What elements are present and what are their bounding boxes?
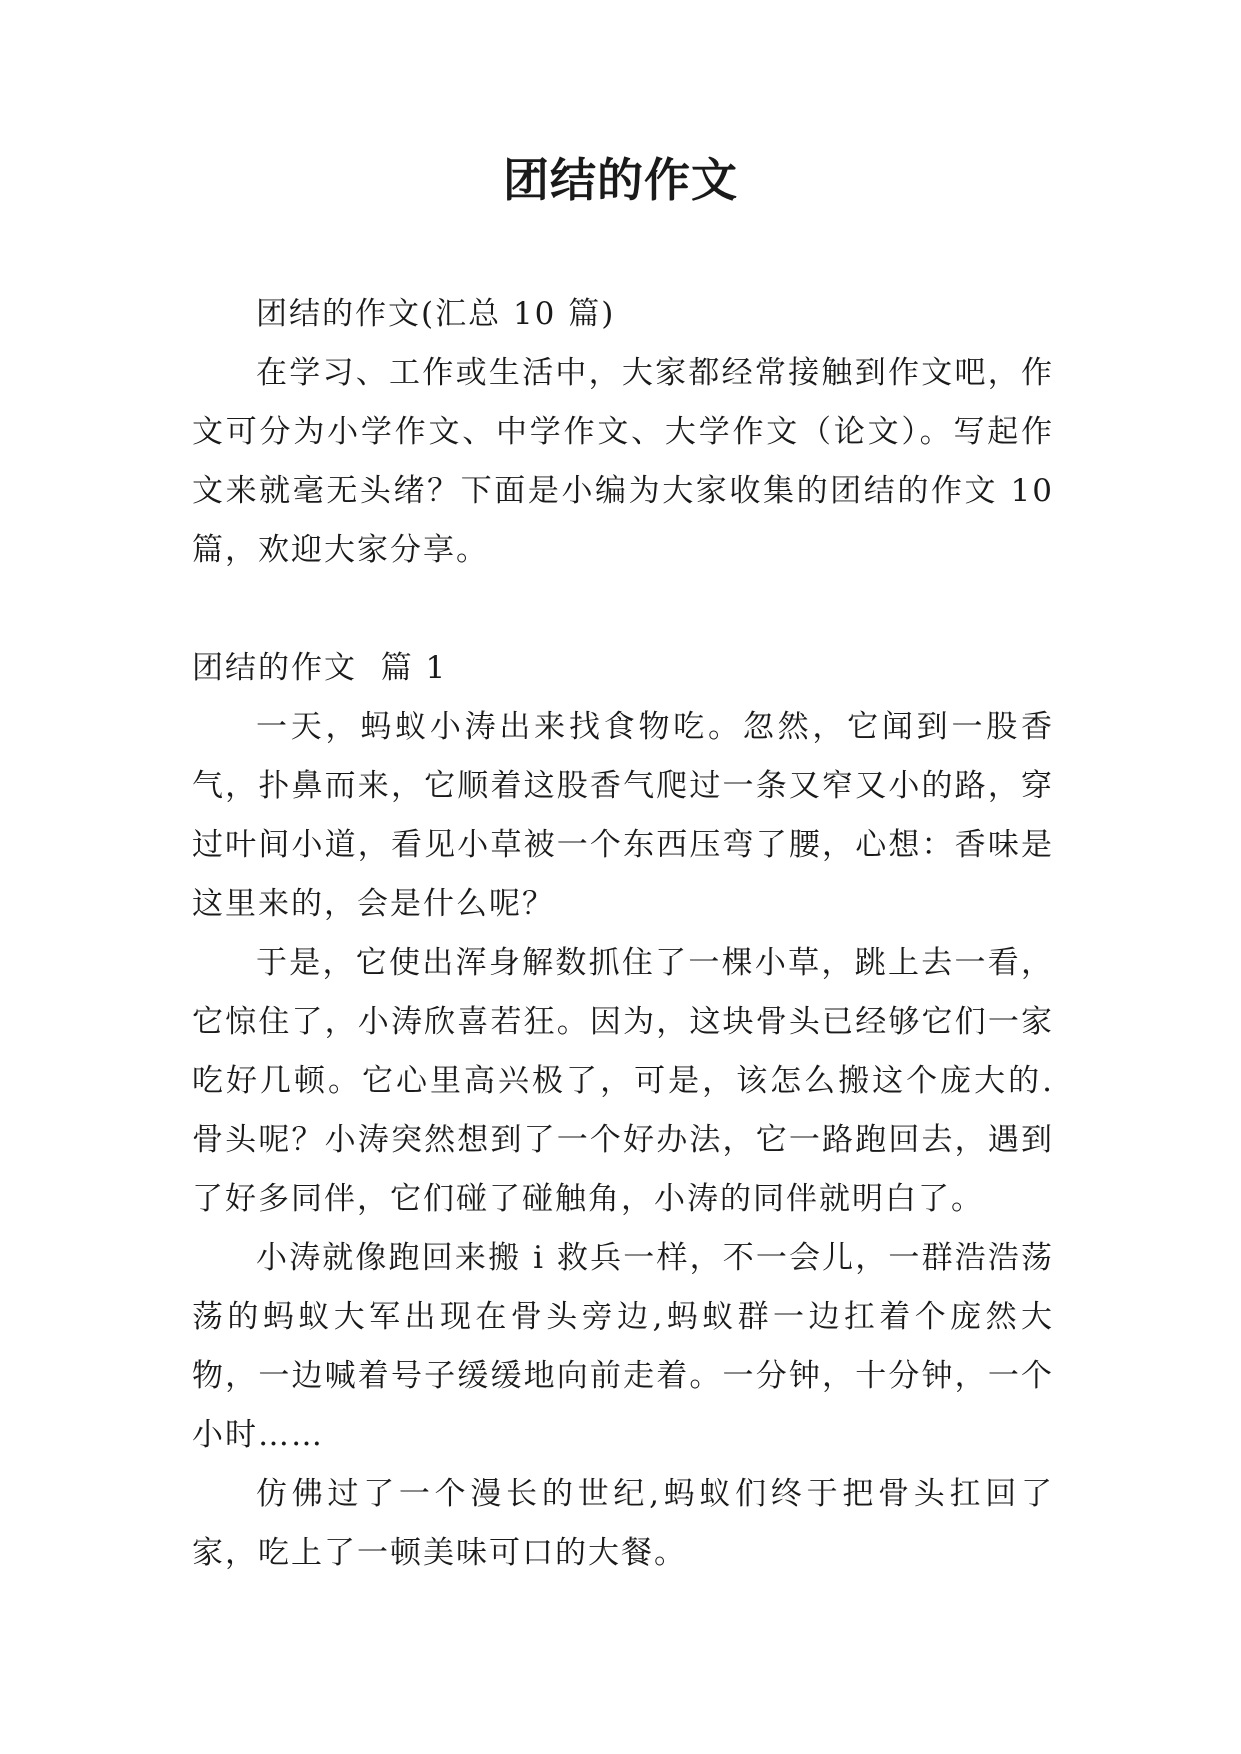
body-paragraph-1: 一天，蚂蚁小涛出来找食物吃。忽然，它闻到一股香气，扑鼻而来，它顺着这股香气爬过一条又窄又小的路，穿过叶间小道，看见小草被一个东西压弯了腰，心想：香味是这里来的，会是什么呢？ [192,709,1054,922]
intro-paragraph: 在学习、工作或生活中，大家都经常接触到作文吧，作文可分为小学作文、中学作文、大学作文（论文）。写起作文来就毫无头绪？下面是小编为大家收集的团结的作文 10 篇，欢迎大家分享。 [192,355,1054,568]
body-paragraph-3: 小涛就像跑回来搬 i 救兵一样，不一会儿，一群浩浩荡荡的蚂蚁大军出现在骨头旁边,蚂蚁群一边扛着个庞然大物，一边喊着号子缓缓地向前走着。一分钟，十分钟，一个小时…… [192,1240,1054,1453]
section-heading: 团结的作文 篇 1 [192,650,448,686]
document-subtitle: 团结的作文(汇总 10 篇) [256,296,616,332]
body-paragraph-2: 于是，它使出浑身解数抓住了一棵小草，跳上去一看，它惊住了，小涛欣喜若狂。因为，这块骨头已经够它们一家吃好几顿。它心里高兴极了，可是，该怎么搬这个庞大的.骨头呢？小涛突然想到了一个好办法，它一路跑回去，遇到了好多同伴，它们碰了碰触角，小涛的同伴就明白了。 [192,945,1054,1217]
document-body [192,285,1054,1583]
body-paragraph-4: 仿佛过了一个漫长的世纪,蚂蚁们终于把骨头扛回了家，吃上了一顿美味可口的大餐。 [192,1476,1054,1571]
document-title: 团结的作文 [503,153,738,207]
